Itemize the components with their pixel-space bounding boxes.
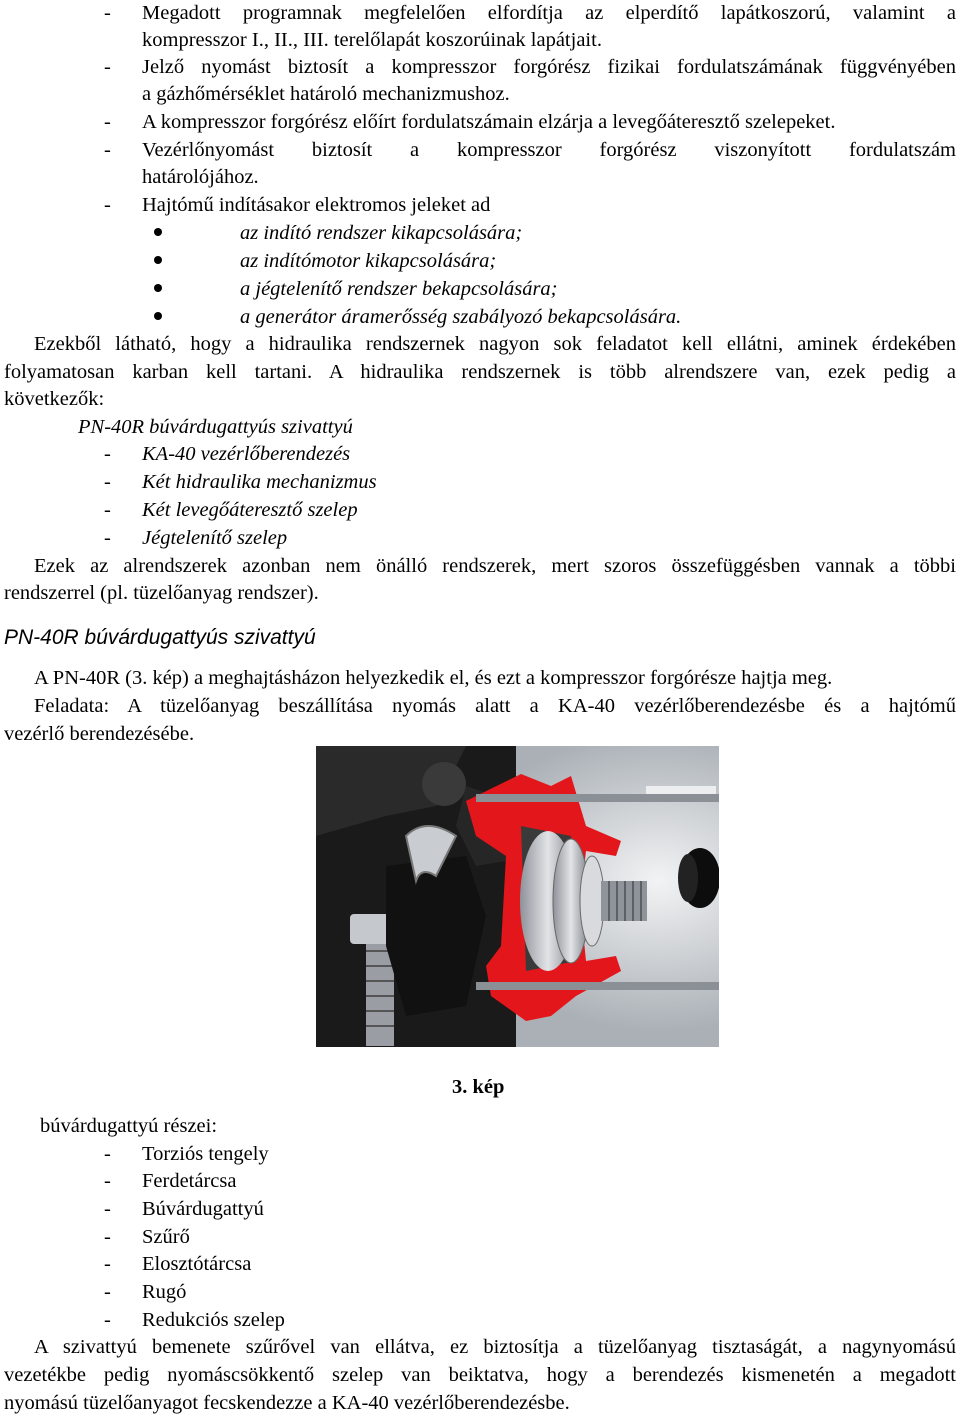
- list-text: Vezérlőnyomást biztosít a kompresszor forgórész viszonyított fordulatszám: [142, 139, 956, 161]
- subsystem-text: KA-40 vezérlőberendezés: [142, 443, 351, 465]
- paragraph-line: vezetékbe pedig nyomáscsökkentő szelep van beiktatva, hogy a berendezés kismenetén a megadott: [4, 1364, 956, 1386]
- list-text: Jelző nyomást biztosít a kompresszor forgórész fizikai fordulatszámának függvényében: [142, 56, 956, 78]
- paragraph-line: Ezekből látható, hogy a hidraulika rendszernek nagyon sok feladatot kell ellátni, aminek érdekében: [34, 333, 956, 355]
- bullet-icon: [154, 228, 162, 236]
- subsystem-text: Két hidraulika mechanizmus: [142, 471, 377, 493]
- subsystem-text: Két levegőáteresztő szelep: [142, 499, 358, 521]
- dash: -: [104, 2, 111, 24]
- bullet-icon: [154, 284, 162, 292]
- bullet-icon: [154, 256, 162, 264]
- part-text: Redukciós szelep: [142, 1309, 285, 1331]
- subsystem-item: PN-40R búvárdugattyús szivattyú: [78, 416, 353, 438]
- paragraph-line: folyamatosan karban kell tartani. A hidraulika rendszernek is több alrendszere van, ezek pedig a: [4, 361, 956, 383]
- part-text: Torziós tengely: [142, 1143, 269, 1165]
- subsystem-text: Jégtelenítő szelep: [142, 527, 288, 549]
- dash: -: [104, 1198, 111, 1220]
- dash: -: [104, 471, 111, 493]
- dash: -: [104, 56, 111, 78]
- part-text: Szűrő: [142, 1226, 190, 1248]
- list-text: a gázhőmérséklet határoló mechanizmushoz.: [142, 83, 510, 105]
- paragraph-line: következők:: [4, 388, 105, 410]
- image-caption: 3. kép: [452, 1076, 505, 1098]
- bullet-text: a generátor áramerősség szabályozó bekapcsolására.: [240, 306, 682, 328]
- paragraph-line: nyomású tüzelőanyagot fecskendezze a KA-40 vezérlőberendezésbe.: [4, 1392, 570, 1414]
- dash: -: [104, 499, 111, 521]
- bullet-text: az indító rendszer kikapcsolására;: [240, 222, 523, 244]
- dash: -: [104, 194, 111, 216]
- dash: -: [104, 1281, 111, 1303]
- list-text: A kompresszor forgórész előírt fordulatszámain elzárja a levegőáteresztő szelepeket.: [142, 111, 836, 133]
- part-text: Búvárdugattyú: [142, 1198, 264, 1220]
- dash: -: [104, 527, 111, 549]
- paragraph-line: Ezek az alrendszerek azonban nem önálló rendszerek, mert szoros összefüggésben vannak a többi: [34, 555, 956, 577]
- paragraph-line: A PN-40R (3. kép) a meghajtásházon helyezkedik el, és ezt a kompresszor forgórésze hajtja meg.: [34, 667, 833, 689]
- bullet-text: a jégtelenítő rendszer bekapcsolására;: [240, 278, 558, 300]
- dash: -: [104, 1253, 111, 1275]
- dash: -: [104, 111, 111, 133]
- list-text: Hajtómű indításakor elektromos jeleket ad: [142, 194, 491, 216]
- dash: -: [104, 1309, 111, 1331]
- paragraph-line: A szivattyú bemenete szűrővel van ellátva, ez biztosítja a tüzelőanyag tisztaságát, a nagynyomású: [34, 1336, 956, 1358]
- dash: -: [104, 1170, 111, 1192]
- part-text: Elosztótárcsa: [142, 1253, 252, 1275]
- list-text: határolójához.: [142, 166, 259, 188]
- list-text: kompresszor I., II., III. terelőlapát koszorúinak lapátjait.: [142, 29, 602, 51]
- bullet-icon: [154, 312, 162, 320]
- section-heading: PN-40R búvárdugattyús szivattyú: [4, 626, 316, 649]
- part-text: Rugó: [142, 1281, 187, 1303]
- dash: -: [104, 1226, 111, 1248]
- paragraph-line: Feladata: A tüzelőanyag beszállítása nyomás alatt a KA-40 vezérlőberendezésbe és a hajtómű: [34, 695, 956, 717]
- dash: -: [104, 443, 111, 465]
- dash: -: [104, 1143, 111, 1165]
- paragraph-line: vezérlő berendezésébe.: [4, 723, 195, 745]
- pump-cutaway-photo: [316, 746, 719, 1047]
- part-text: Ferdetárcsa: [142, 1170, 237, 1192]
- bullet-text: az indítómotor kikapcsolására;: [240, 250, 497, 272]
- paragraph-line: rendszerrel (pl. tüzelőanyag rendszer).: [4, 582, 319, 604]
- parts-title: búvárdugattyú részei:: [40, 1115, 218, 1137]
- dash: -: [104, 139, 111, 161]
- list-text: Megadott programnak megfelelően elfordítja az elperdítő lapátkoszorú, valamint a: [142, 2, 956, 24]
